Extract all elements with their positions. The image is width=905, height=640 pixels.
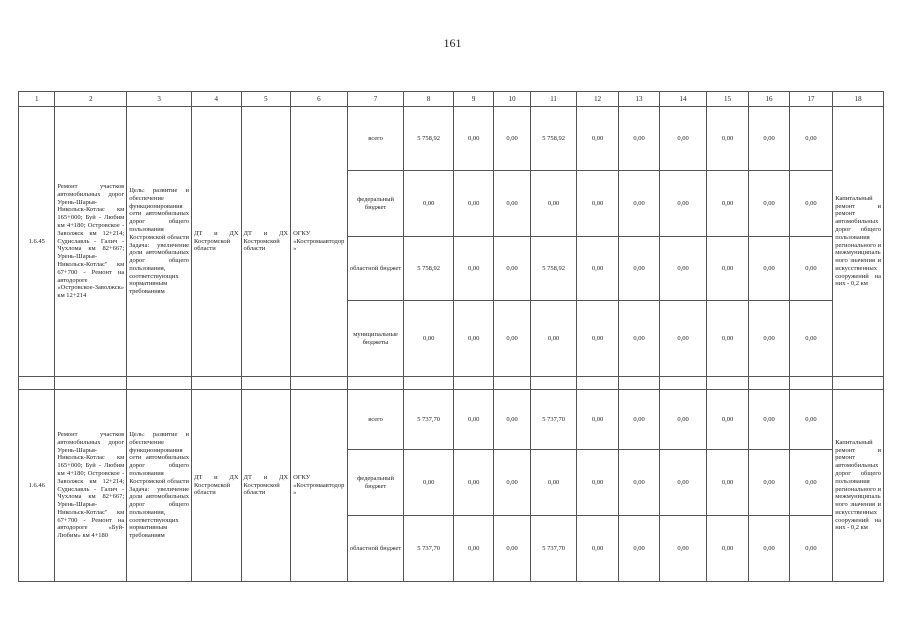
- record-separator: [19, 377, 884, 390]
- value-cell: 0,00: [660, 390, 707, 450]
- value-cell: 0,00: [530, 450, 577, 516]
- value-cell: 0,00: [453, 301, 493, 377]
- value-cell: 0,00: [706, 301, 748, 377]
- value-cell: 0,00: [618, 301, 659, 377]
- value-cell: 0,00: [453, 516, 493, 582]
- value-cell: 0,00: [789, 107, 833, 171]
- value-cell: 0,00: [789, 171, 833, 237]
- column-number: 17: [789, 92, 833, 107]
- funding-source: всего: [347, 107, 404, 171]
- value-cell: 5 737,70: [530, 516, 577, 582]
- value-cell: 0,00: [789, 450, 833, 516]
- funding-source: федеральный бюджет: [347, 450, 404, 516]
- funding-source: областной бюджет: [347, 516, 404, 582]
- value-cell: 0,00: [530, 301, 577, 377]
- value-cell: 0,00: [618, 107, 659, 171]
- column-number: 5: [241, 92, 291, 107]
- value-cell: 0,00: [494, 171, 530, 237]
- value-cell: 0,00: [577, 237, 618, 301]
- column-number: 6: [291, 92, 348, 107]
- column-number: 11: [530, 92, 577, 107]
- value-cell: 0,00: [660, 171, 707, 237]
- value-cell: 0,00: [660, 237, 707, 301]
- column-number-row: [19, 92, 884, 107]
- value-cell: 0,00: [494, 107, 530, 171]
- value-cell: 0,00: [453, 171, 493, 237]
- column-number: 3: [127, 92, 192, 107]
- value-cell: 0,00: [706, 107, 748, 171]
- value-cell: 0,00: [789, 390, 833, 450]
- value-cell: 0,00: [577, 107, 618, 171]
- value-cell: 0,00: [530, 171, 577, 237]
- value-cell: 0,00: [749, 516, 789, 582]
- column-number: 1: [19, 92, 55, 107]
- value-cell: 5 737,70: [530, 390, 577, 450]
- value-cell: 0,00: [618, 450, 659, 516]
- value-cell: 0,00: [577, 516, 618, 582]
- column-number: 14: [660, 92, 707, 107]
- value-cell: 0,00: [494, 390, 530, 450]
- value-cell: 0,00: [494, 237, 530, 301]
- value-cell: 0,00: [706, 237, 748, 301]
- record-result: Капитальный ремонт и ремонт автомобильных дорог общего пользования регионального и межмуниципального значения и искусственных сооружений на них - 0,2 км: [833, 107, 884, 377]
- value-cell: 5 758,92: [530, 237, 577, 301]
- funding-source: муниципальные бюджеты: [347, 301, 404, 377]
- value-cell: 0,00: [706, 450, 748, 516]
- column-number: 9: [453, 92, 493, 107]
- value-cell: 0,00: [404, 171, 454, 237]
- value-cell: 0,00: [660, 516, 707, 582]
- value-cell: 0,00: [789, 237, 833, 301]
- value-cell: 0,00: [577, 450, 618, 516]
- value-cell: 0,00: [577, 171, 618, 237]
- record-col4: ДТ и ДХ Костромской области: [191, 107, 241, 377]
- column-number: 8: [404, 92, 454, 107]
- value-cell: 0,00: [577, 301, 618, 377]
- value-cell: 0,00: [749, 107, 789, 171]
- record-col6: ОГКУ «Костромаавтодор»: [291, 390, 348, 582]
- column-number: 15: [706, 92, 748, 107]
- column-number: 7: [347, 92, 404, 107]
- value-cell: 0,00: [789, 301, 833, 377]
- value-cell: 5 758,92: [530, 107, 577, 171]
- value-cell: 0,00: [789, 516, 833, 582]
- record-goal: Цель: развитие и обеспечение функционирования сети автомобильных дорог общего пользования Костромской области Задача: увеличение доли автомобильных дорог общего пользования, соответствующих нормативным требованиям: [127, 107, 192, 377]
- value-cell: 0,00: [749, 450, 789, 516]
- record-goal: Цель: развитие и обеспечение функционирования сети автомобильных дорог общего пользования Костромской области Задача: увеличение доли автомобильных дорог общего пользования, соответствующих нормативным требованиям: [127, 390, 192, 582]
- value-cell: 0,00: [577, 390, 618, 450]
- value-cell: 0,00: [706, 171, 748, 237]
- value-cell: 0,00: [453, 237, 493, 301]
- value-cell: 0,00: [749, 171, 789, 237]
- value-cell: 5 758,92: [404, 237, 454, 301]
- value-cell: 0,00: [453, 107, 493, 171]
- record-name: Ремонт участков автомобильных дорог Урень-Шарья-Никольск-Котлас км 165+000; Буй - Любим км 4+180; Островское - Заволжск км 12+214; Судиславль - Галич - Чухлома км 82+667; Урень-Шарья-Никольск-Котлас" км 67+700 - Ремонт на автодороге «Островское-Заволжск» км 12+214: [55, 107, 127, 377]
- record-name: Ремонт участков автомобильных дорог Урень-Шарья-Никольск-Котлас км 165+000; Буй - Любим км 4+180; Островское - Заволжск км 12+214; Судиславль - Галич - Чухлома км 82+667; Урень-Шарья-Никольск-Котлас" км 67+700 - Ремонт на автодороге «Буй-Любим» км 4+180: [55, 390, 127, 582]
- funding-source: областной бюджет: [347, 237, 404, 301]
- value-cell: 0,00: [660, 450, 707, 516]
- table-row: [19, 107, 884, 171]
- column-number: 18: [833, 92, 884, 107]
- record-id: 1.6.45: [19, 107, 55, 377]
- record-col6: ОГКУ «Костромаавтодор»: [291, 107, 348, 377]
- value-cell: 0,00: [404, 450, 454, 516]
- program-table: [18, 91, 884, 582]
- value-cell: 0,00: [494, 301, 530, 377]
- value-cell: 0,00: [453, 390, 493, 450]
- record-col5: ДТ и ДХ Костромской области: [241, 390, 291, 582]
- value-cell: 0,00: [660, 301, 707, 377]
- value-cell: 0,00: [618, 516, 659, 582]
- value-cell: 0,00: [494, 450, 530, 516]
- value-cell: 0,00: [494, 516, 530, 582]
- funding-source: всего: [347, 390, 404, 450]
- record-id: 1.6.46: [19, 390, 55, 582]
- value-cell: 0,00: [618, 171, 659, 237]
- value-cell: 0,00: [453, 450, 493, 516]
- value-cell: 0,00: [706, 390, 748, 450]
- table-row: [19, 390, 884, 450]
- column-number: 16: [749, 92, 789, 107]
- value-cell: 5 737,70: [404, 390, 454, 450]
- value-cell: 0,00: [749, 390, 789, 450]
- record-col5: ДТ и ДХ Костромской области: [241, 107, 291, 377]
- value-cell: 0,00: [749, 301, 789, 377]
- value-cell: 5 758,92: [404, 107, 454, 171]
- value-cell: 0,00: [749, 237, 789, 301]
- record-col4: ДТ и ДХ Костромской области: [191, 390, 241, 582]
- value-cell: 0,00: [404, 301, 454, 377]
- page-number: 161: [443, 36, 462, 50]
- value-cell: 0,00: [618, 390, 659, 450]
- column-number: 10: [494, 92, 530, 107]
- value-cell: 0,00: [706, 516, 748, 582]
- column-number: 12: [577, 92, 618, 107]
- column-number: 2: [55, 92, 127, 107]
- value-cell: 0,00: [618, 237, 659, 301]
- column-number: 4: [191, 92, 241, 107]
- record-result: Капитальный ремонт и ремонт автомобильных дорог общего пользования регионального и межмуниципального значения и искусственных сооружений на них - 0,2 км: [833, 390, 884, 582]
- value-cell: 0,00: [660, 107, 707, 171]
- value-cell: 5 737,70: [404, 516, 454, 582]
- funding-source: федеральный бюджет: [347, 171, 404, 237]
- column-number: 13: [618, 92, 659, 107]
